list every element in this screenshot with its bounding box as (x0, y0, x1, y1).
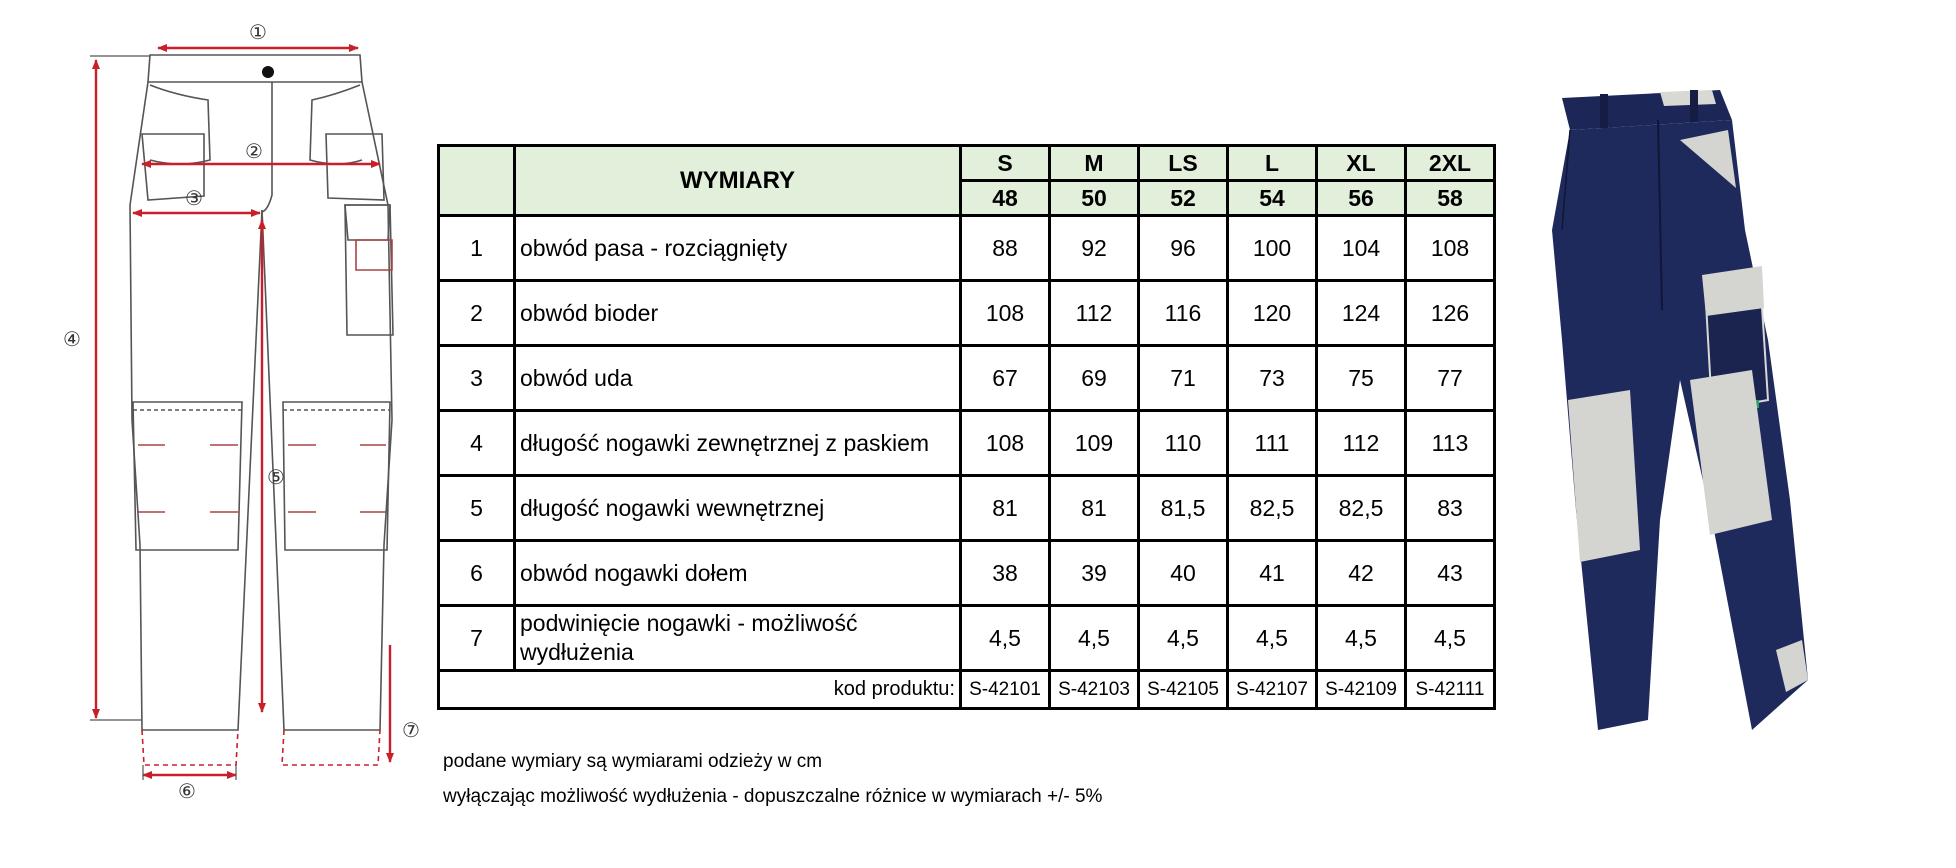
size-letter-2xl: 2XL (1406, 146, 1495, 181)
value-cell: 116 (1139, 281, 1228, 346)
button-icon (262, 66, 274, 78)
value-cell: 4,5 (961, 606, 1050, 671)
table-row (439, 606, 1495, 671)
marker-4: ④ (63, 327, 81, 351)
marker-1: ① (249, 20, 267, 44)
size-number-52: 52 (1139, 181, 1228, 216)
size-number-50: 50 (1050, 181, 1139, 216)
measurement-lines (96, 48, 390, 775)
value-cell: 67 (961, 346, 1050, 411)
value-cell: 4,5 (1228, 606, 1317, 671)
value-cell: 126 (1406, 281, 1495, 346)
value-cell: 108 (1406, 216, 1495, 281)
value-cell: 4,5 (1406, 606, 1495, 671)
value-cell: 81,5 (1139, 476, 1228, 541)
row-number: 1 (439, 216, 515, 281)
row-label: podwinięcie nogawki - możliwość wydłużenia (515, 606, 961, 671)
value-cell: 113 (1406, 411, 1495, 476)
value-cell: 96 (1139, 216, 1228, 281)
marker-2: ② (245, 139, 263, 163)
row-label: długość nogawki zewnętrznej z paskiem (515, 411, 961, 476)
note-tolerance: wyłączając możliwość wydłużenia - dopuszczalne różnice w wymiarach +/- 5% (443, 786, 1103, 807)
value-cell: 38 (961, 541, 1050, 606)
product-code: S-42109 (1317, 671, 1406, 709)
value-cell: 112 (1317, 411, 1406, 476)
table-title: WYMIARY (515, 146, 961, 216)
size-letter-ls: LS (1139, 146, 1228, 181)
size-number-56: 56 (1317, 181, 1406, 216)
value-cell: 73 (1228, 346, 1317, 411)
value-cell: 81 (961, 476, 1050, 541)
size-letter-s: S (961, 146, 1050, 181)
size-number-48: 48 (961, 181, 1050, 216)
value-cell: 109 (1050, 411, 1139, 476)
value-cell: 110 (1139, 411, 1228, 476)
value-cell: 83 (1406, 476, 1495, 541)
value-cell: 4,5 (1139, 606, 1228, 671)
table-row (439, 281, 1495, 346)
size-letter-l: L (1228, 146, 1317, 181)
value-cell: 82,5 (1228, 476, 1317, 541)
product-code-row (439, 671, 1495, 709)
marker-6: ⑥ (178, 779, 196, 803)
row-number: 5 (439, 476, 515, 541)
value-cell: 92 (1050, 216, 1139, 281)
value-cell: 111 (1228, 411, 1317, 476)
row-label: obwód bioder (515, 281, 961, 346)
size-number-58: 58 (1406, 181, 1495, 216)
table-row (439, 216, 1495, 281)
size-number-54: 54 (1228, 181, 1317, 216)
product-code: S-42105 (1139, 671, 1228, 709)
table-row (439, 541, 1495, 606)
product-code: S-42103 (1050, 671, 1139, 709)
size-table (437, 144, 1496, 710)
marker-7: ⑦ (402, 718, 420, 742)
row-label: obwód pasa - rozciągnięty (515, 216, 961, 281)
note-units: podane wymiary są wymiarami odzieży w cm (443, 751, 823, 772)
row-label: obwód uda (515, 346, 961, 411)
value-cell: 41 (1228, 541, 1317, 606)
table-row (439, 346, 1495, 411)
value-cell: 75 (1317, 346, 1406, 411)
value-cell: 81 (1050, 476, 1139, 541)
value-cell: 4,5 (1050, 606, 1139, 671)
table-row (439, 411, 1495, 476)
product-code: S-42101 (961, 671, 1050, 709)
value-cell: 82,5 (1317, 476, 1406, 541)
row-label: obwód nogawki dołem (515, 541, 961, 606)
value-cell: 42 (1317, 541, 1406, 606)
product-code-label: kod produktu: (439, 671, 961, 709)
value-cell: 39 (1050, 541, 1139, 606)
value-cell: 69 (1050, 346, 1139, 411)
marker-3: ③ (185, 186, 203, 210)
value-cell: 108 (961, 281, 1050, 346)
value-cell: 71 (1139, 346, 1228, 411)
size-letter-xl: XL (1317, 146, 1406, 181)
value-cell: 124 (1317, 281, 1406, 346)
value-cell: 100 (1228, 216, 1317, 281)
corner-cell (439, 146, 515, 216)
row-number: 7 (439, 606, 515, 671)
value-cell: 108 (961, 411, 1050, 476)
product-code: S-42111 (1406, 671, 1495, 709)
size-letter-m: M (1050, 146, 1139, 181)
value-cell: 40 (1139, 541, 1228, 606)
navy-work-trousers-photo (1540, 80, 1840, 740)
value-cell: 104 (1317, 216, 1406, 281)
value-cell: 112 (1050, 281, 1139, 346)
value-cell: 88 (961, 216, 1050, 281)
value-cell: 77 (1406, 346, 1495, 411)
value-cell: 43 (1406, 541, 1495, 606)
table-row (439, 476, 1495, 541)
product-code: S-42107 (1228, 671, 1317, 709)
row-label: długość nogawki wewnętrznej (515, 476, 961, 541)
row-number: 3 (439, 346, 515, 411)
trousers-technical-drawing (0, 0, 440, 868)
value-cell: 120 (1228, 281, 1317, 346)
marker-5: ⑤ (267, 465, 285, 489)
row-number: 6 (439, 541, 515, 606)
row-number: 4 (439, 411, 515, 476)
row-number: 2 (439, 281, 515, 346)
value-cell: 4,5 (1317, 606, 1406, 671)
